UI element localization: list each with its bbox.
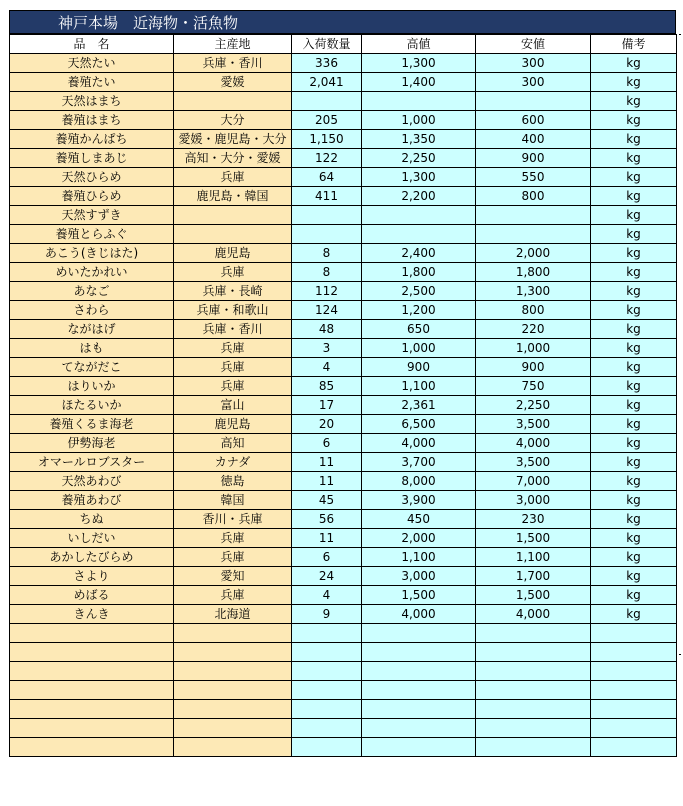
name-cell: 養殖ひらめ — [10, 187, 174, 206]
remarks-cell — [591, 719, 677, 738]
high-price-cell: 2,250 — [362, 149, 476, 168]
low-price-cell — [476, 92, 591, 111]
quantity-cell: 8 — [292, 244, 362, 263]
low-price-cell: 1,700 — [476, 567, 591, 586]
name-cell — [10, 738, 174, 757]
high-price-cell — [362, 225, 476, 244]
low-price-cell: 3,500 — [476, 453, 591, 472]
remarks-cell: kg — [591, 320, 677, 339]
low-price-cell: 4,000 — [476, 434, 591, 453]
low-price-cell — [476, 624, 591, 643]
origin-cell: 兵庫・香川 — [174, 320, 292, 339]
table-row — [10, 263, 677, 282]
low-price-cell: 300 — [476, 73, 591, 92]
table-row — [10, 453, 677, 472]
origin-cell: 兵庫 — [174, 168, 292, 187]
name-cell: 養殖はまち — [10, 111, 174, 130]
remarks-cell: kg — [591, 377, 677, 396]
remarks-cell: kg — [591, 434, 677, 453]
edge-tick-mark — [679, 34, 681, 35]
quantity-cell: 2,041 — [292, 73, 362, 92]
table-row — [10, 92, 677, 111]
quantity-cell: 20 — [292, 415, 362, 434]
name-cell: 養殖たい — [10, 73, 174, 92]
remarks-cell — [591, 643, 677, 662]
origin-cell — [174, 738, 292, 757]
name-cell: めばる — [10, 586, 174, 605]
remarks-cell: kg — [591, 130, 677, 149]
remarks-cell — [591, 662, 677, 681]
high-price-cell: 1,350 — [362, 130, 476, 149]
quantity-cell: 11 — [292, 529, 362, 548]
quantity-cell: 124 — [292, 301, 362, 320]
table-row — [10, 719, 677, 738]
origin-cell — [174, 681, 292, 700]
low-price-cell: 4,000 — [476, 605, 591, 624]
table-row — [10, 491, 677, 510]
quantity-cell: 3 — [292, 339, 362, 358]
remarks-cell: kg — [591, 472, 677, 491]
table-row — [10, 624, 677, 643]
low-price-cell — [476, 206, 591, 225]
high-price-cell — [362, 92, 476, 111]
header-quantity: 入荷数量 — [292, 35, 362, 54]
remarks-cell — [591, 738, 677, 757]
low-price-cell: 2,250 — [476, 396, 591, 415]
quantity-cell — [292, 700, 362, 719]
remarks-cell: kg — [591, 73, 677, 92]
header-row — [10, 35, 677, 54]
high-price-cell: 2,500 — [362, 282, 476, 301]
high-price-cell: 1,300 — [362, 168, 476, 187]
market-price-sheet — [9, 10, 676, 757]
high-price-cell: 1,100 — [362, 548, 476, 567]
high-price-cell: 1,800 — [362, 263, 476, 282]
table-row — [10, 339, 677, 358]
name-cell: 養殖しまあじ — [10, 149, 174, 168]
quantity-cell — [292, 681, 362, 700]
high-price-cell: 1,500 — [362, 586, 476, 605]
table-row — [10, 548, 677, 567]
low-price-cell — [476, 643, 591, 662]
high-price-cell: 3,700 — [362, 453, 476, 472]
quantity-cell — [292, 225, 362, 244]
table-row — [10, 662, 677, 681]
price-table — [9, 34, 677, 757]
high-price-cell: 1,000 — [362, 339, 476, 358]
quantity-cell: 6 — [292, 434, 362, 453]
table-row — [10, 225, 677, 244]
remarks-cell: kg — [591, 244, 677, 263]
low-price-cell: 600 — [476, 111, 591, 130]
remarks-cell: kg — [591, 529, 677, 548]
origin-cell: 兵庫 — [174, 548, 292, 567]
table-row — [10, 396, 677, 415]
quantity-cell: 411 — [292, 187, 362, 206]
name-cell — [10, 700, 174, 719]
origin-cell: 兵庫 — [174, 339, 292, 358]
quantity-cell — [292, 206, 362, 225]
table-row — [10, 738, 677, 757]
quantity-cell: 85 — [292, 377, 362, 396]
quantity-cell — [292, 92, 362, 111]
high-price-cell: 1,400 — [362, 73, 476, 92]
low-price-cell: 900 — [476, 358, 591, 377]
origin-cell: 北海道 — [174, 605, 292, 624]
high-price-cell: 1,100 — [362, 377, 476, 396]
table-row — [10, 510, 677, 529]
quantity-cell — [292, 643, 362, 662]
header-remarks: 備考 — [591, 35, 677, 54]
origin-cell: 香川・兵庫 — [174, 510, 292, 529]
quantity-cell: 11 — [292, 453, 362, 472]
header-origin: 主産地 — [174, 35, 292, 54]
low-price-cell — [476, 225, 591, 244]
origin-cell: 富山 — [174, 396, 292, 415]
header-high-price: 高値 — [362, 35, 476, 54]
quantity-cell: 4 — [292, 358, 362, 377]
origin-cell: 愛媛 — [174, 73, 292, 92]
origin-cell: 高知・大分・愛媛 — [174, 149, 292, 168]
table-row — [10, 434, 677, 453]
low-price-cell — [476, 700, 591, 719]
high-price-cell: 450 — [362, 510, 476, 529]
quantity-cell: 11 — [292, 472, 362, 491]
high-price-cell: 3,900 — [362, 491, 476, 510]
quantity-cell: 6 — [292, 548, 362, 567]
name-cell: ながはげ — [10, 320, 174, 339]
table-row — [10, 320, 677, 339]
remarks-cell: kg — [591, 187, 677, 206]
name-cell: 天然あわび — [10, 472, 174, 491]
high-price-cell: 1,000 — [362, 111, 476, 130]
high-price-cell: 2,400 — [362, 244, 476, 263]
origin-cell — [174, 225, 292, 244]
quantity-cell: 4 — [292, 586, 362, 605]
remarks-cell: kg — [591, 263, 677, 282]
quantity-cell: 112 — [292, 282, 362, 301]
low-price-cell: 220 — [476, 320, 591, 339]
quantity-cell: 8 — [292, 263, 362, 282]
name-cell: はも — [10, 339, 174, 358]
quantity-cell — [292, 719, 362, 738]
quantity-cell: 336 — [292, 54, 362, 73]
low-price-cell: 550 — [476, 168, 591, 187]
remarks-cell: kg — [591, 548, 677, 567]
name-cell: 天然ひらめ — [10, 168, 174, 187]
low-price-cell: 2,000 — [476, 244, 591, 263]
high-price-cell: 2,000 — [362, 529, 476, 548]
low-price-cell: 900 — [476, 149, 591, 168]
low-price-cell — [476, 681, 591, 700]
header-low-price: 安値 — [476, 35, 591, 54]
table-row — [10, 73, 677, 92]
high-price-cell — [362, 681, 476, 700]
remarks-cell: kg — [591, 453, 677, 472]
table-row — [10, 206, 677, 225]
name-cell: オマールロブスター — [10, 453, 174, 472]
low-price-cell: 1,500 — [476, 586, 591, 605]
table-row — [10, 301, 677, 320]
high-price-cell: 8,000 — [362, 472, 476, 491]
remarks-cell: kg — [591, 396, 677, 415]
high-price-cell — [362, 662, 476, 681]
remarks-cell — [591, 700, 677, 719]
sheet-title: 神戸本場 近海物・活魚物 — [9, 10, 676, 34]
table-row — [10, 244, 677, 263]
quantity-cell: 17 — [292, 396, 362, 415]
name-cell: 天然すずき — [10, 206, 174, 225]
name-cell: 伊勢海老 — [10, 434, 174, 453]
origin-cell: 鹿児島 — [174, 244, 292, 263]
remarks-cell: kg — [591, 282, 677, 301]
low-price-cell: 300 — [476, 54, 591, 73]
table-row — [10, 567, 677, 586]
low-price-cell: 7,000 — [476, 472, 591, 491]
table-row — [10, 111, 677, 130]
name-cell: いしだい — [10, 529, 174, 548]
origin-cell: 兵庫 — [174, 358, 292, 377]
high-price-cell — [362, 624, 476, 643]
remarks-cell: kg — [591, 92, 677, 111]
high-price-cell — [362, 700, 476, 719]
name-cell — [10, 681, 174, 700]
origin-cell: 鹿児島・韓国 — [174, 187, 292, 206]
name-cell: さより — [10, 567, 174, 586]
origin-cell: 鹿児島 — [174, 415, 292, 434]
quantity-cell: 64 — [292, 168, 362, 187]
quantity-cell: 56 — [292, 510, 362, 529]
table-row — [10, 358, 677, 377]
low-price-cell: 230 — [476, 510, 591, 529]
low-price-cell: 3,000 — [476, 491, 591, 510]
quantity-cell: 48 — [292, 320, 362, 339]
table-row — [10, 472, 677, 491]
name-cell — [10, 643, 174, 662]
name-cell — [10, 624, 174, 643]
remarks-cell — [591, 624, 677, 643]
high-price-cell: 1,200 — [362, 301, 476, 320]
name-cell: あかしたびらめ — [10, 548, 174, 567]
high-price-cell: 3,000 — [362, 567, 476, 586]
low-price-cell — [476, 662, 591, 681]
table-row — [10, 643, 677, 662]
origin-cell: 徳島 — [174, 472, 292, 491]
header-name: 品 名 — [10, 35, 174, 54]
low-price-cell: 800 — [476, 301, 591, 320]
origin-cell: 韓国 — [174, 491, 292, 510]
table-row — [10, 282, 677, 301]
origin-cell: 大分 — [174, 111, 292, 130]
quantity-cell — [292, 624, 362, 643]
low-price-cell: 1,500 — [476, 529, 591, 548]
table-row — [10, 54, 677, 73]
name-cell: 養殖あわび — [10, 491, 174, 510]
quantity-cell: 24 — [292, 567, 362, 586]
table-row — [10, 529, 677, 548]
remarks-cell: kg — [591, 54, 677, 73]
remarks-cell: kg — [591, 358, 677, 377]
low-price-cell — [476, 719, 591, 738]
origin-cell — [174, 643, 292, 662]
table-row — [10, 605, 677, 624]
remarks-cell: kg — [591, 415, 677, 434]
origin-cell: 愛媛・鹿児島・大分 — [174, 130, 292, 149]
high-price-cell: 4,000 — [362, 434, 476, 453]
low-price-cell: 1,100 — [476, 548, 591, 567]
name-cell: きんき — [10, 605, 174, 624]
high-price-cell: 2,200 — [362, 187, 476, 206]
high-price-cell: 2,361 — [362, 396, 476, 415]
remarks-cell — [591, 681, 677, 700]
origin-cell: カナダ — [174, 453, 292, 472]
quantity-cell: 1,150 — [292, 130, 362, 149]
name-cell — [10, 662, 174, 681]
origin-cell — [174, 206, 292, 225]
name-cell: さわら — [10, 301, 174, 320]
origin-cell — [174, 700, 292, 719]
remarks-cell: kg — [591, 339, 677, 358]
table-row — [10, 681, 677, 700]
remarks-cell: kg — [591, 225, 677, 244]
name-cell — [10, 719, 174, 738]
low-price-cell: 1,800 — [476, 263, 591, 282]
quantity-cell: 205 — [292, 111, 362, 130]
remarks-cell: kg — [591, 491, 677, 510]
quantity-cell: 122 — [292, 149, 362, 168]
high-price-cell — [362, 643, 476, 662]
origin-cell: 兵庫 — [174, 529, 292, 548]
origin-cell: 愛知 — [174, 567, 292, 586]
low-price-cell: 800 — [476, 187, 591, 206]
origin-cell — [174, 662, 292, 681]
remarks-cell: kg — [591, 567, 677, 586]
quantity-cell — [292, 738, 362, 757]
high-price-cell — [362, 738, 476, 757]
name-cell: はりいか — [10, 377, 174, 396]
table-row — [10, 130, 677, 149]
high-price-cell — [362, 719, 476, 738]
high-price-cell: 4,000 — [362, 605, 476, 624]
origin-cell: 兵庫 — [174, 586, 292, 605]
high-price-cell: 650 — [362, 320, 476, 339]
quantity-cell: 9 — [292, 605, 362, 624]
low-price-cell — [476, 738, 591, 757]
remarks-cell: kg — [591, 111, 677, 130]
table-row — [10, 700, 677, 719]
name-cell: ほたるいか — [10, 396, 174, 415]
name-cell: 養殖とらふぐ — [10, 225, 174, 244]
remarks-cell: kg — [591, 605, 677, 624]
high-price-cell: 6,500 — [362, 415, 476, 434]
name-cell: めいたかれい — [10, 263, 174, 282]
origin-cell: 兵庫 — [174, 263, 292, 282]
high-price-cell — [362, 206, 476, 225]
name-cell: あこう(きじはた) — [10, 244, 174, 263]
low-price-cell: 750 — [476, 377, 591, 396]
remarks-cell: kg — [591, 168, 677, 187]
table-row — [10, 168, 677, 187]
table-row — [10, 377, 677, 396]
table-row — [10, 415, 677, 434]
high-price-cell: 1,300 — [362, 54, 476, 73]
quantity-cell: 45 — [292, 491, 362, 510]
remarks-cell: kg — [591, 510, 677, 529]
origin-cell: 兵庫・香川 — [174, 54, 292, 73]
remarks-cell: kg — [591, 149, 677, 168]
low-price-cell: 1,000 — [476, 339, 591, 358]
origin-cell: 兵庫・長崎 — [174, 282, 292, 301]
name-cell: あなご — [10, 282, 174, 301]
high-price-cell: 900 — [362, 358, 476, 377]
name-cell: てながだこ — [10, 358, 174, 377]
quantity-cell — [292, 662, 362, 681]
table-row — [10, 187, 677, 206]
origin-cell: 高知 — [174, 434, 292, 453]
origin-cell — [174, 624, 292, 643]
origin-cell — [174, 719, 292, 738]
edge-tick-mark — [679, 654, 681, 655]
remarks-cell: kg — [591, 301, 677, 320]
name-cell: 養殖かんぱち — [10, 130, 174, 149]
low-price-cell: 400 — [476, 130, 591, 149]
name-cell: 養殖くるま海老 — [10, 415, 174, 434]
low-price-cell: 1,300 — [476, 282, 591, 301]
name-cell: 天然たい — [10, 54, 174, 73]
origin-cell: 兵庫・和歌山 — [174, 301, 292, 320]
table-row — [10, 149, 677, 168]
remarks-cell: kg — [591, 206, 677, 225]
origin-cell: 兵庫 — [174, 377, 292, 396]
remarks-cell: kg — [591, 586, 677, 605]
low-price-cell: 3,500 — [476, 415, 591, 434]
table-row — [10, 586, 677, 605]
name-cell: 天然はまち — [10, 92, 174, 111]
name-cell: ちぬ — [10, 510, 174, 529]
origin-cell — [174, 92, 292, 111]
